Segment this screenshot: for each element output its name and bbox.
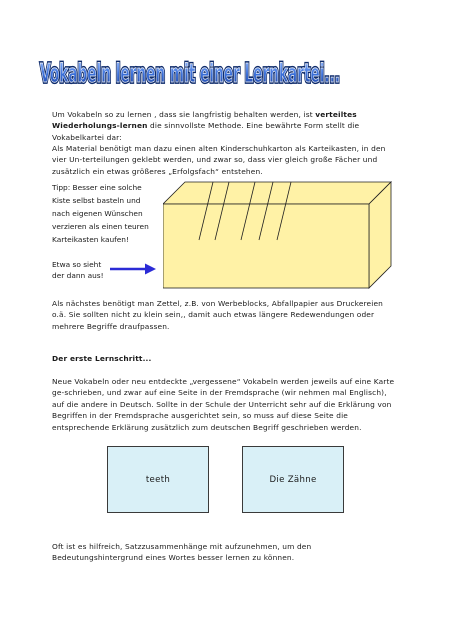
material-paragraph: Als Material benötigt man dazu einen alten Kinderschuhkarton als Karteikasten, in den vier Un-terteilungen geklebt werden, und zwar so, dass vier gleich große Fächer und zusätzlich ein etwas größeres „Erfolgsfach“ entstehen. — [52, 144, 386, 176]
title-shadow: Vokabeln lernen mit einer Lernkartei... — [40, 59, 340, 89]
example-caption: Etwa so sieht der dann aus! — [52, 260, 104, 280]
flashcard-german — [242, 446, 344, 513]
title-graphic — [38, 52, 348, 92]
tip-text: Tipp: Besser eine solche Kiste selbst basteln und nach eigenen Wünschen verzieren als einen teuren Karteikasten kaufen! — [52, 183, 149, 244]
section-heading: Der erste Lernschritt... — [52, 354, 152, 363]
intro-text-start: Um Vokabeln so zu lernen , dass sie langfristig behalten werden, ist — [52, 110, 316, 119]
intro-paragraph — [52, 109, 397, 143]
arrow-right-icon — [109, 262, 157, 276]
intro-text-end: die sinnvollste Methode. Eine bewährte Form stellt die Vokabelkartei dar: — [52, 121, 360, 142]
flashcard-german-word: Die Zähne — [269, 474, 317, 485]
title-text: Vokabeln lernen mit einer Lernkartei... — [40, 59, 340, 89]
page-title-wordart — [38, 52, 348, 92]
paper-paragraph: Als nächstes benötigt man Zettel, z.B. von Werbeblocks, Abfallpapier aus Druckereien o.ä. Sie sollten nicht zu klein sein,, damit auch etwas längere Redewendungen oder mehrere Begriffe draufpassen. — [52, 299, 383, 331]
flashcard-english — [107, 446, 209, 513]
intro-highlight: verteiltes Wiederholungs-lernen — [52, 110, 357, 131]
closing-paragraph: Oft ist es hilfreich, Satzzusammenhänge mit aufzunehmen, um den Bedeutungshintergrund eines Wortes besser lernen zu können. — [52, 542, 312, 563]
new-words-paragraph: Neue Vokabeln oder neu entdeckte „vergessene“ Vokabeln werden jeweils auf eine Karte ge-schrieben, und zwar auf eine Seite in der Fremdsprache (wir nehmen mal Englisch), auf die andere in Deutsch. Sollte in der Schule der Unterricht sehr auf die Erklärung von Begriffen in der Fremdsprache ausgerichtet sein, so muss auf diese Seite die entsprechende Erklärung zusätzlich zum deutschen Begriff geschrieben werden. — [52, 377, 395, 432]
card-box-illustration — [163, 180, 403, 290]
flashcard-english-word: teeth — [145, 474, 171, 485]
